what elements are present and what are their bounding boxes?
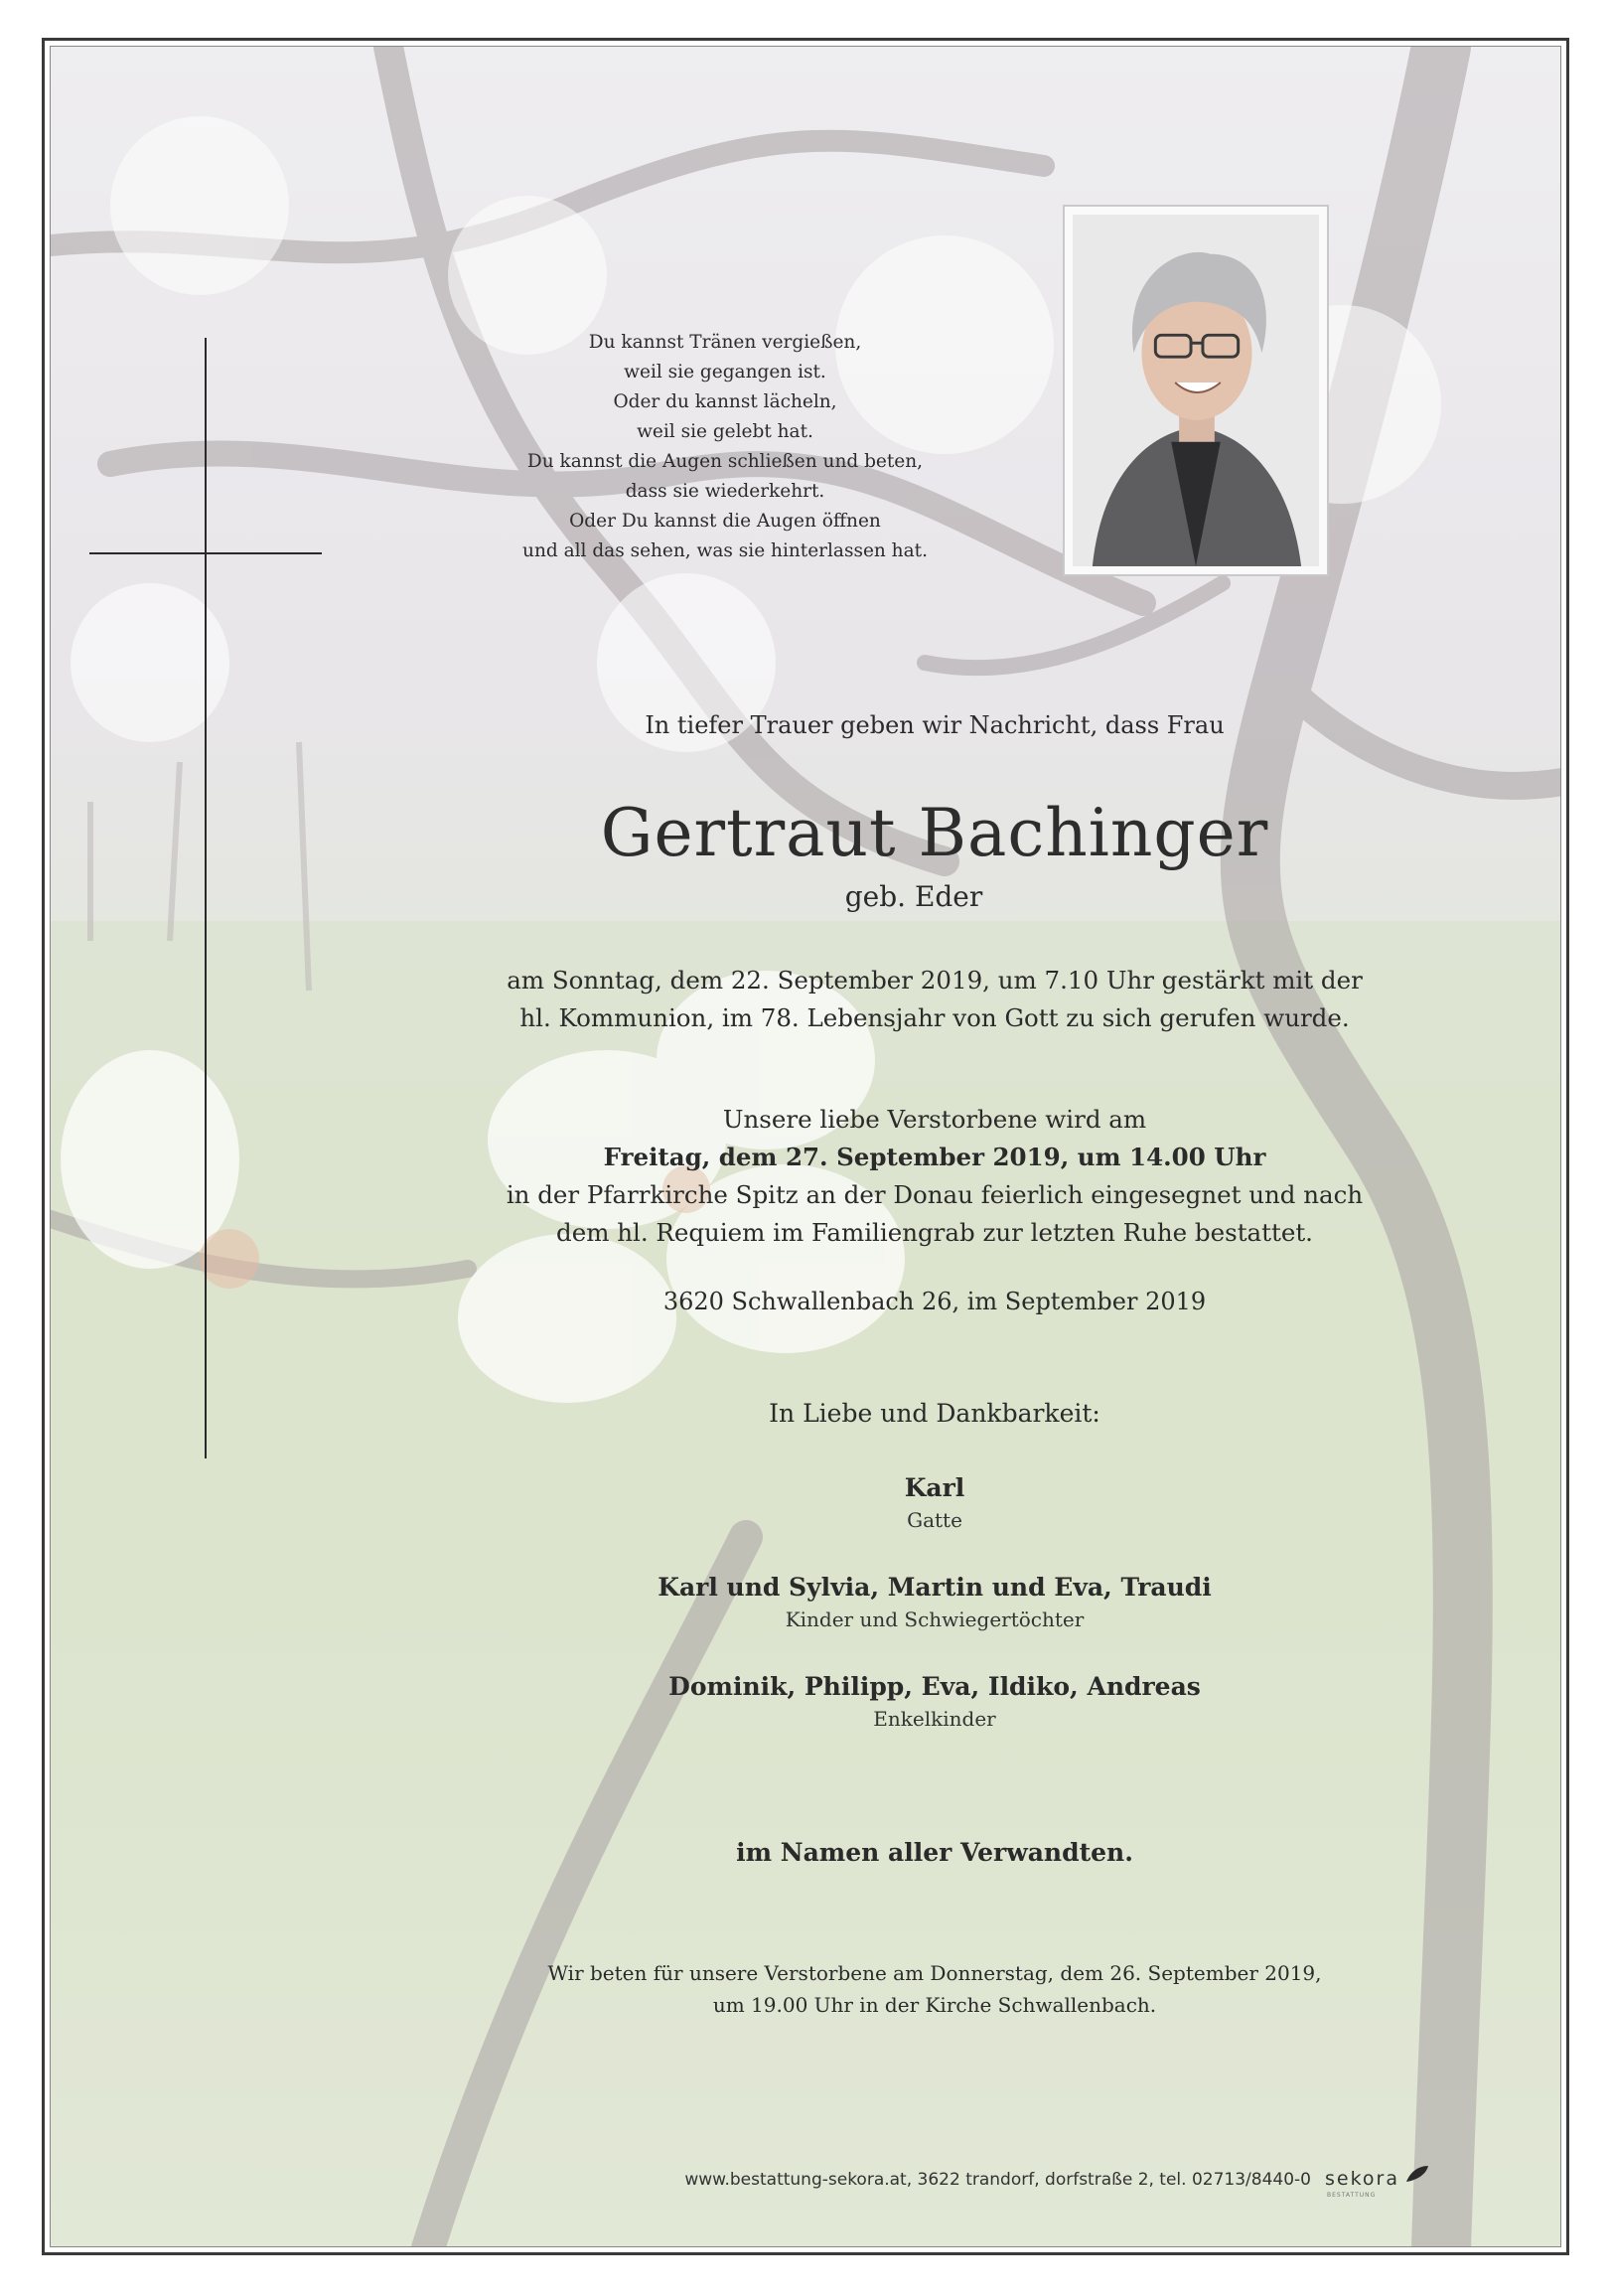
- poem-line: weil sie gegangen ist.: [624, 362, 826, 383]
- burial-line: Unsere liebe Verstorbene wird am: [722, 1105, 1147, 1134]
- family-list: [377, 1470, 1492, 1768]
- footer-contact: www.bestattung-sekora.at, 3622 trandorf, dorfstraße 2, tel. 02713/8440-0: [684, 2170, 1311, 2190]
- closing-line: im Namen aller Verwandten.: [736, 1838, 1133, 1867]
- intro-text: In tiefer Trauer geben wir Nachricht, dass Frau: [645, 711, 1225, 739]
- poem-line: Du kannst die Augen schließen und beten,: [526, 451, 924, 472]
- portrait-photo: [1063, 205, 1329, 576]
- leaf-icon: [1404, 2164, 1430, 2184]
- death-line: hl. Kommunion, im 78. Lebensjahr von Gott zu sich gerufen wurde.: [519, 1003, 1350, 1032]
- poem-line: Oder Du kannst die Augen öffnen: [569, 511, 881, 532]
- logo-text: sekora: [1325, 2168, 1399, 2190]
- poem-line: dass sie wiederkehrt.: [625, 481, 825, 502]
- maiden-name: geb. Eder: [844, 880, 983, 913]
- family-group: [377, 1570, 1492, 1633]
- family-names: Dominik, Philipp, Eva, Ildiko, Andreas: [668, 1672, 1201, 1701]
- burial-line: in der Pfarrkirche Spitz an der Donau feierlich eingesegnet und nach: [506, 1180, 1364, 1209]
- death-announcement: [377, 962, 1492, 1037]
- poem-line: weil sie gelebt hat.: [637, 421, 813, 442]
- poem-line: Oder du kannst lächeln,: [613, 391, 837, 412]
- poem-line: und all das sehen, was sie hinterlassen hat.: [522, 540, 928, 561]
- family-group: [377, 1470, 1492, 1534]
- family-relation: Enkelkinder: [873, 1707, 996, 1731]
- family-relation: Gatte: [907, 1508, 962, 1532]
- funeral-details: [377, 1101, 1492, 1252]
- cross-vertical-bar: [205, 338, 207, 1458]
- prayer-line: um 19.00 Uhr in der Kirche Schwallenbach.: [712, 1993, 1157, 2017]
- cross-horizontal-bar: [89, 552, 322, 554]
- prayer-line: Wir beten für unsere Verstorbene am Donnerstag, dem 26. September 2019,: [547, 1961, 1322, 1985]
- deceased-name: Gertraut Bachinger: [600, 795, 1269, 871]
- logo-subtext: BESTATTUNG: [1327, 2192, 1377, 2199]
- thanks-heading: In Liebe und Dankbarkeit:: [769, 1399, 1100, 1428]
- family-group: [377, 1669, 1492, 1733]
- funeral-date: Freitag, dem 27. September 2019, um 14.00 Uhr: [603, 1143, 1266, 1171]
- death-line: am Sonntag, dem 22. September 2019, um 7.10 Uhr gestärkt mit der: [507, 966, 1363, 995]
- family-relation: Kinder und Schwiegertöchter: [785, 1607, 1085, 1631]
- prayer-notice: [377, 1957, 1492, 2021]
- poem-line: Du kannst Tränen vergießen,: [588, 332, 862, 353]
- poem: [417, 328, 1033, 566]
- family-names: Karl und Sylvia, Martin und Eva, Traudi: [658, 1573, 1212, 1602]
- portrait-image: [1073, 215, 1319, 566]
- burial-line: dem hl. Requiem im Familiengrab zur letzten Ruhe bestattet.: [556, 1218, 1313, 1247]
- family-names: Karl: [904, 1473, 965, 1502]
- sekora-logo: [1325, 2162, 1434, 2202]
- place-date: 3620 Schwallenbach 26, im September 2019: [662, 1288, 1207, 1315]
